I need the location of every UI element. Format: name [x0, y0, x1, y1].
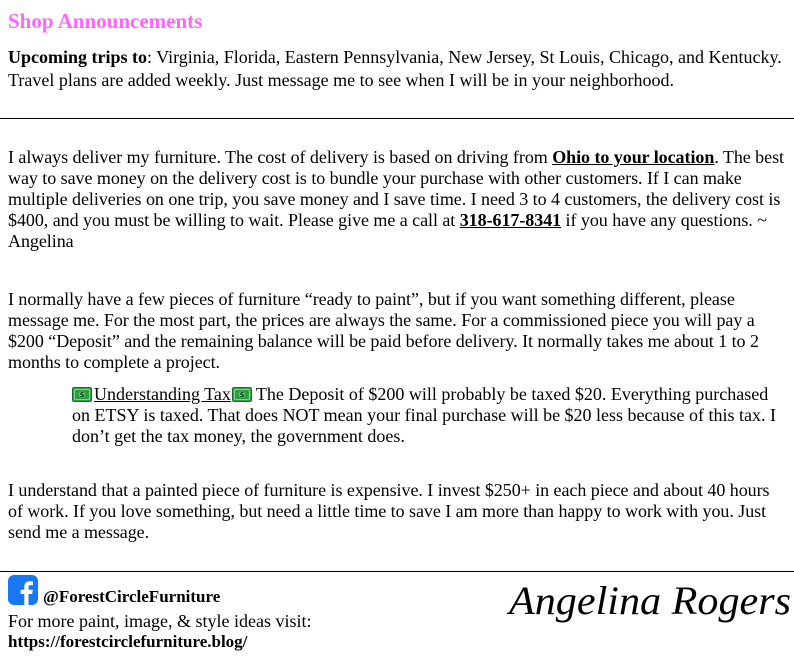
delivery-text-3: if you have any questions. ~ Angelina	[8, 210, 767, 251]
ideas-text: For more paint, image, & style ideas visit:	[8, 611, 312, 631]
svg-text:$: $	[239, 391, 245, 400]
facebook-icon[interactable]	[8, 575, 38, 605]
announcements-title: Shop Announcements	[8, 9, 203, 33]
blog-url-link[interactable]: https://forestcirclefurniture.blog/	[8, 632, 248, 651]
ohio-location-link[interactable]: Ohio to your location	[552, 147, 715, 167]
phone-number-link[interactable]: 318-617-8341	[459, 210, 562, 230]
money-icon	[72, 387, 92, 402]
tax-note	[72, 384, 788, 447]
delivery-text-1: I always deliver my furniture. The cost of delivery is based on driving from	[8, 147, 553, 167]
tax-text: The Deposit of $200 will probably be taxed $20. Everything purchased on ETSY is taxed. That does NOT mean your final purchase will be $20 less because of this tax. I don’t get the tax money, the government does.	[72, 384, 777, 446]
delivery-paragraph	[8, 147, 788, 252]
money-icon	[232, 387, 252, 402]
facebook-handle[interactable]: @ForestCircleFurniture	[43, 587, 221, 606]
svg-text:$: $	[79, 391, 85, 400]
divider-top	[0, 118, 794, 119]
expense-paragraph: I understand that a painted piece of furniture is expensive. I invest $250+ in each piece and about 40 hours of work. If you love something, but need a little time to save I am more than happy to work with you. Just send me a message.	[8, 480, 770, 542]
upcoming-trips-paragraph	[8, 46, 784, 92]
upcoming-trips-text: : Virginia, Florida, Eastern Pennsylvania, New Jersey, St Louis, Chicago, and Kentucky. Travel plans are added weekly. Just message me to see when I will be in your neighborhood.	[8, 47, 782, 90]
commission-paragraph: I normally have a few pieces of furniture “ready to paint”, but if you want something different, please message me. For the most part, the prices are always the same. For a commissioned piece you will pay a $200 “Deposit” and the remaining balance will be paid before delivery. It normally takes me about 1 to 2 months to complete a project.	[8, 289, 759, 372]
signature-text: Angelina Rogers	[505, 578, 791, 623]
upcoming-trips-label: Upcoming trips to	[8, 47, 147, 67]
understanding-tax-heading: Understanding Tax	[94, 384, 231, 404]
signature	[505, 572, 794, 632]
delivery-text-2: . The best way to save money on the delivery cost is to bundle your purchase with other customers. If I can make multiple deliveries on one trip, you save money and I save time. I need 3 to 4 customers, the delivery cost is $400, and you must be willing to wait. Please give me a call at	[8, 147, 784, 230]
